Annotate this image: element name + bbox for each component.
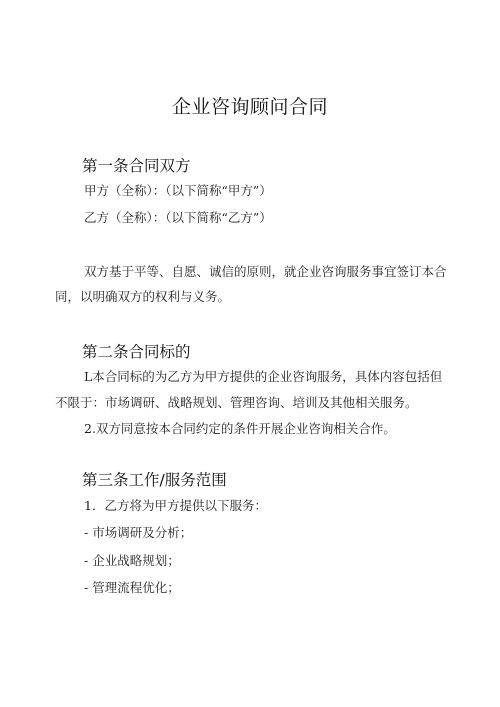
- scope-item-process-optimization: - 管理流程优化；: [84, 580, 180, 595]
- scope-item-strategy-planning: - 企业战略规划；: [84, 553, 180, 568]
- document-title: 企业咨询顾问合同: [171, 96, 328, 118]
- subject-clause-1-line-1: L本合同标的为乙方为甲方提供的企业咨询服务，具体内容包括但: [84, 369, 443, 384]
- scope-item-market-research: - 市场调研及分析；: [84, 525, 193, 540]
- section-heading-parties: 第一条合同双方: [82, 157, 191, 175]
- subject-clause-2: 2.双方同意按本合同约定的条件开展企业咨询相关合作。: [84, 421, 396, 436]
- party-a-line: 甲方（全称）：（以下简称“甲方”）: [84, 183, 272, 198]
- party-b-line: 乙方（全称）：（以下简称“乙方”）: [84, 210, 272, 225]
- scope-intro: 1．乙方将为甲方提供以下服务：: [84, 498, 267, 513]
- section-heading-subject: 第二条合同标的: [82, 343, 191, 361]
- subject-clause-1-line-2: 不限于：市场调研、战略规划、管理咨询、培训及其他相关服务。: [55, 395, 418, 410]
- section-heading-scope: 第三条工作/服务范围: [82, 471, 227, 489]
- principle-paragraph-line-1: 双方基于平等、自愿、诚信的原则，就企业咨询服务事宜签订本合: [84, 264, 447, 279]
- principle-paragraph-line-2: 同，以明确双方的权利与义务。: [55, 289, 231, 304]
